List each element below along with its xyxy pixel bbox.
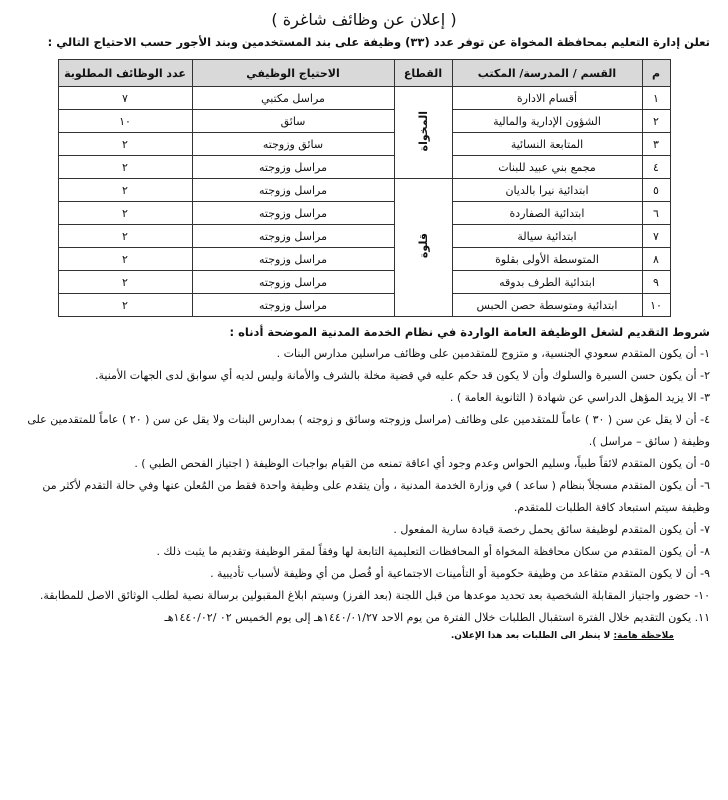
row-dept: ابتدائية سيالة xyxy=(452,225,642,248)
announcement-intro: تعلن إدارة التعليم بمحافظة المخواة عن توفر عدد (٣٣) وظيفة على بند المستخدمين وبند الأجور حسب الاحتياج التالي : xyxy=(47,35,710,49)
row-dept: ابتدائية الطرف بدوقه xyxy=(452,271,642,294)
row-count: ٢ xyxy=(58,133,192,156)
header-need: الاحتياج الوظيفي xyxy=(192,60,394,87)
jobs-table xyxy=(58,59,671,317)
row-dept: ابتدائية ومتوسطة حصن الحبس xyxy=(452,294,642,317)
row-num: ٩ xyxy=(642,271,670,294)
table-row xyxy=(58,87,670,110)
table-row xyxy=(58,248,670,271)
row-dept: المتابعة النسائية xyxy=(452,133,642,156)
row-count: ٢ xyxy=(58,179,192,202)
announcement-page xyxy=(14,0,714,641)
row-need: مراسل وزوجته xyxy=(192,271,394,294)
row-num: ٧ xyxy=(642,225,670,248)
row-dept: مجمع بني عبيد للبنات xyxy=(452,156,642,179)
row-count: ٢ xyxy=(58,156,192,179)
row-count: ٢ xyxy=(58,202,192,225)
table-row xyxy=(58,179,670,202)
row-need: مراسل مكتبي xyxy=(192,87,394,110)
table-row xyxy=(58,225,670,248)
row-num: ١٠ xyxy=(642,294,670,317)
row-num: ٥ xyxy=(642,179,670,202)
condition-item: ٦- أن يكون المتقدم مسجلاً بنظام ( ساعد ) في وزارة الخدمة المدنية ، وأن يتقدم على وظيفة واحدة فقط من المُعلن عنها وفي حالة التقدم لأكثر من وظيفة سيتم استبعاد كافة الطلبات للمتقدم. xyxy=(42,479,710,514)
row-dept: ابتدائية الصفاردة xyxy=(452,202,642,225)
sector-label: المخواة xyxy=(416,110,430,152)
row-num: ٨ xyxy=(642,248,670,271)
note-text: لا ينظر الى الطلبات بعد هذا الإعلان. xyxy=(450,631,614,641)
condition-item: ٩- أن لا يكون المتقدم متقاعد من وظيفة حكومية أو التأمينات الاجتماعية أو فُصل من أي وظيفة لأسباب تأديبية . xyxy=(210,567,710,580)
sector-cell-qilwah xyxy=(394,179,452,317)
sector-cell-makhwah xyxy=(394,87,452,179)
row-need: مراسل وزوجته xyxy=(192,179,394,202)
condition-item: ١٠- حضور واجتياز المقابلة الشخصية بعد تحديد موعدها من قبل اللجنة (بعد الفرز) وسيتم ابلاغ المقبولين برسالة نصية لطلب الوثائق الاصل للمطابقة. xyxy=(39,589,710,602)
row-dept: الشؤون الإدارية والمالية xyxy=(452,110,642,133)
row-need: مراسل وزوجته xyxy=(192,225,394,248)
row-need: سائق وزوجته xyxy=(192,133,394,156)
table-row xyxy=(58,133,670,156)
conditions-title: شروط التقديم لشغل الوظيفة العامة الواردة في نظام الخدمة المدنية الموضحة أدناه : xyxy=(229,325,710,339)
row-need: مراسل وزوجته xyxy=(192,156,394,179)
row-dept: المتوسطة الأولى بقلوة xyxy=(452,248,642,271)
header-num: م xyxy=(642,60,670,87)
row-need: سائق xyxy=(192,110,394,133)
condition-item: ٢- أن يكون حسن السيرة والسلوك وأن لا يكون قد حكم عليه في قضية مخلة بالشرف والأمانة وليس لديه أي سوابق لدى الجهات الأمنية. xyxy=(95,369,710,382)
row-num: ٢ xyxy=(642,110,670,133)
announcement-title: ( إعلان عن وظائف شاغرة ) xyxy=(271,10,457,29)
condition-item: ١١. يكون التقديم خلال الفترة استقبال الطلبات خلال الفترة من يوم الاحد ١٤٤٠/٠١/٢٧هـ إلى يوم الخميس ٠٢ /١٤٤٠/٠٢هـ xyxy=(164,611,710,624)
row-num: ١ xyxy=(642,87,670,110)
row-count: ١٠ xyxy=(58,110,192,133)
table-row xyxy=(58,110,670,133)
table-row xyxy=(58,271,670,294)
row-need: مراسل وزوجته xyxy=(192,248,394,271)
sector-label: قلوة xyxy=(416,233,430,259)
row-count: ٢ xyxy=(58,294,192,317)
row-dept: ابتدائية نيرا بالديان xyxy=(452,179,642,202)
conditions-list xyxy=(14,343,714,629)
table-header-row xyxy=(58,60,670,87)
note-label: ملاحظة هامة: xyxy=(613,631,674,641)
row-dept: أقسام الادارة xyxy=(452,87,642,110)
condition-item: ٧- أن يكون المتقدم لوظيفة سائق يحمل رخصة قيادة سارية المفعول . xyxy=(393,523,710,536)
row-num: ٤ xyxy=(642,156,670,179)
row-count: ٢ xyxy=(58,225,192,248)
important-note xyxy=(14,631,714,641)
header-dept: القسم / المدرسة/ المكتب xyxy=(452,60,642,87)
condition-item: ٣- الا يزيد المؤهل الدراسي عن شهادة ( الثانوية العامة ) . xyxy=(449,391,710,404)
condition-item: ٨- أن يكون المتقدم من سكان محافظة المخواة أو المحافظات التعليمية التابعة لها وفقاً لمقر الوظيفة وتقديم ما يثبت ذلك . xyxy=(156,545,710,558)
condition-item: ١- أن يكون المتقدم سعودي الجنسية، و متزوج للمتقدمين على وظائف مراسلين مدارس البنات . xyxy=(276,347,710,360)
row-count: ٧ xyxy=(58,87,192,110)
table-row xyxy=(58,202,670,225)
condition-item: ٥- أن يكون المتقدم لائقاً طبياً، وسليم الحواس وعدم وجود أي اعاقة تمنعه من القيام بواجبات الوظيفة ( اجتياز الفحص الطبي ) . xyxy=(134,457,710,470)
table-row xyxy=(58,156,670,179)
header-sector: القطاع xyxy=(394,60,452,87)
row-count: ٢ xyxy=(58,248,192,271)
row-need: مراسل وزوجته xyxy=(192,202,394,225)
row-count: ٢ xyxy=(58,271,192,294)
row-num: ٣ xyxy=(642,133,670,156)
table-row xyxy=(58,294,670,317)
row-num: ٦ xyxy=(642,202,670,225)
header-count: عدد الوظائف المطلوبة xyxy=(58,60,192,87)
row-need: مراسل وزوجته xyxy=(192,294,394,317)
condition-item: ٤- أن لا يقل عن سن ( ٣٠ ) عاماً للمتقدمين على وظائف (مراسل وزوجته وسائق و زوجته ) بمدارس البنات ولا يقل عن سن ( ٢٠ ) عاماً للمتقدمين على وظيفة ( سائق – مراسل ). xyxy=(27,413,710,448)
